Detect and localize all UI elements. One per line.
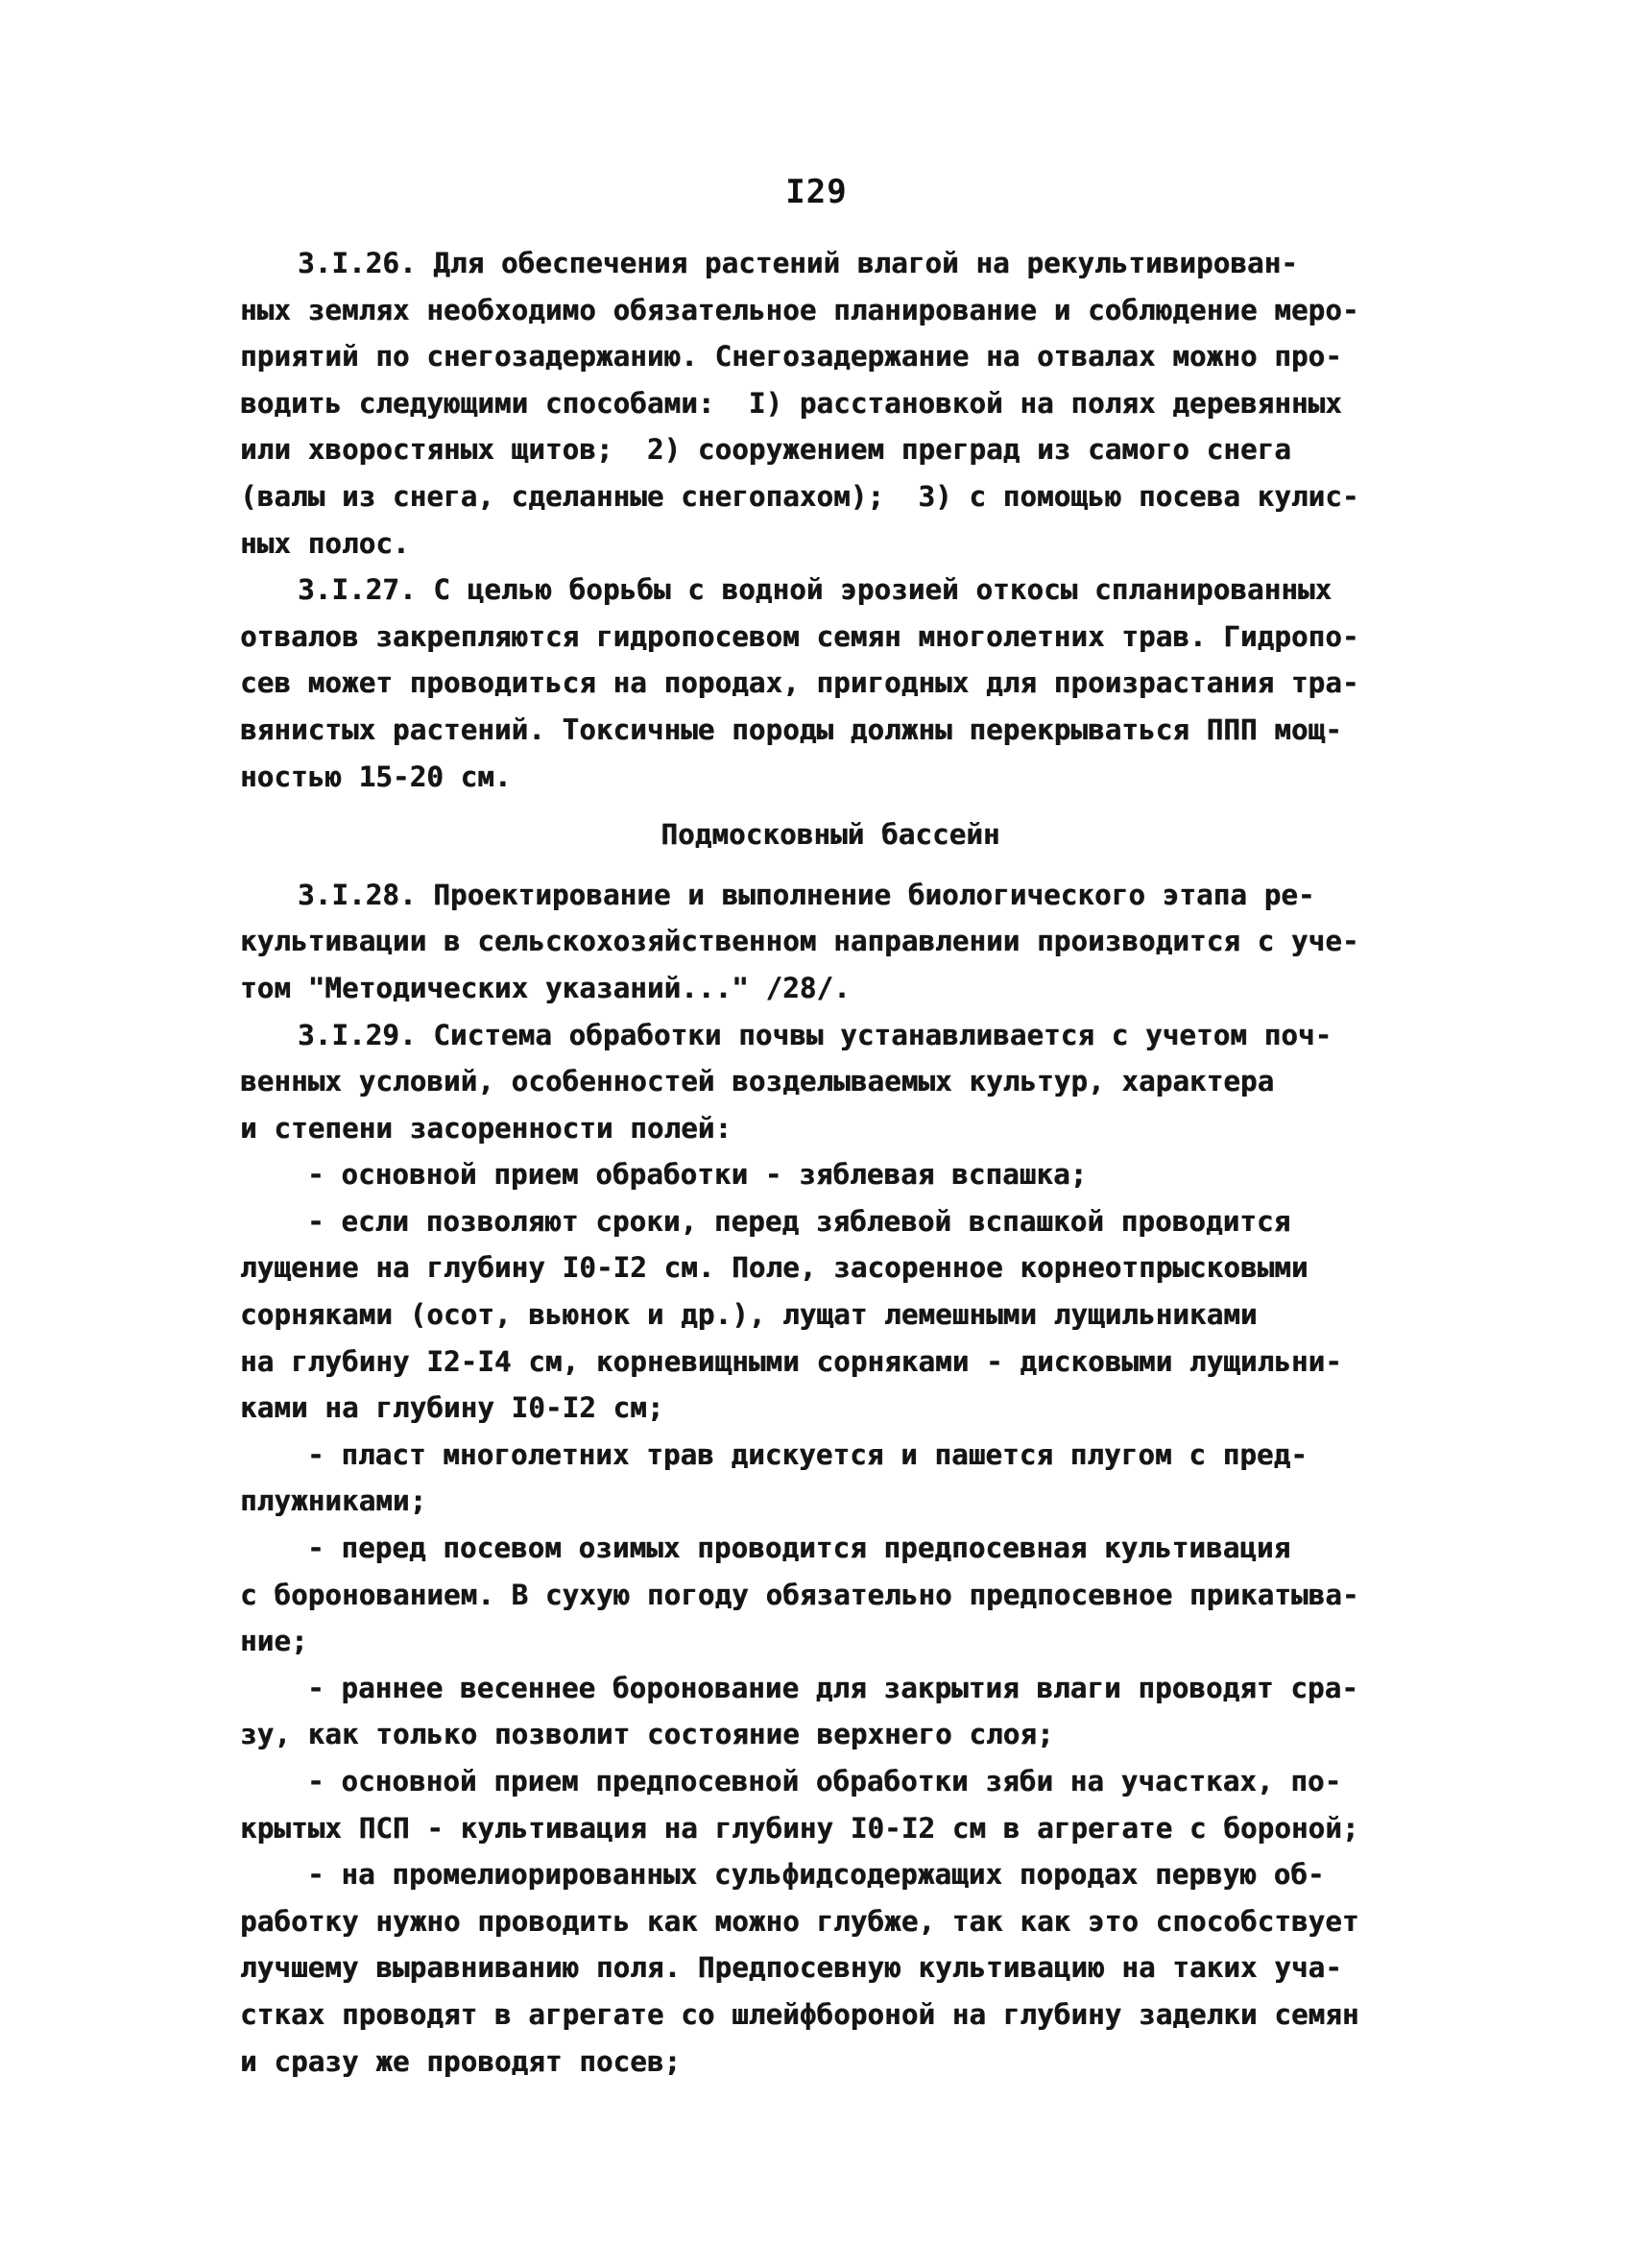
text-line: венных условий, особенностей возделываемых культур, характера bbox=[240, 1065, 1275, 1098]
text-line: лущение на глубину I0-I2 см. Поле, засоренное корнеотпрысковыми bbox=[240, 1251, 1309, 1285]
text-line: вянистых растений. Токсичные породы должны перекрываться ППП мощ- bbox=[240, 712, 1342, 746]
text-line: культивации в сельскохозяйственном направлении производится с уче- bbox=[240, 925, 1359, 958]
text-line: на глубину I2-I4 см, корневищными сорняками - дисковыми лущильни- bbox=[240, 1344, 1342, 1378]
text-line: и степени засоренности полей: bbox=[240, 1111, 732, 1145]
list-item bbox=[240, 1525, 1421, 1665]
text-line: лучшему выравниванию поля. Предпосевную культивацию на таких уча- bbox=[240, 1951, 1342, 1985]
text-line: сорняками (осот, вьюнок и др.), лущат лемешными лущильниками bbox=[240, 1298, 1258, 1332]
section-heading: Подмосковный бассейн bbox=[660, 818, 1000, 852]
text-line: отвалов закрепляются гидропосевом семян многолетних трав. Гидропо- bbox=[240, 619, 1359, 653]
list-item bbox=[240, 1198, 1421, 1432]
paragraph-3-1-29 bbox=[240, 1012, 1421, 1152]
text-line: работку нужно проводить как можно глубже, так как это способствует bbox=[240, 1904, 1359, 1938]
text-line: зу, как только позволит состояние верхнего слоя; bbox=[240, 1718, 1054, 1751]
text-line: плужниками; bbox=[240, 1484, 427, 1518]
text-line: - если позволяют сроки, перед зяблевой вспашкой проводится bbox=[307, 1204, 1291, 1238]
list-item bbox=[240, 1151, 1421, 1198]
text-line: ками на глубину I0-I2 см; bbox=[240, 1391, 664, 1425]
text-line: ние; bbox=[240, 1625, 308, 1658]
page-body bbox=[240, 240, 1421, 2085]
paragraph-3-1-28 bbox=[240, 872, 1421, 1012]
text-line: 3.I.28. Проектирование и выполнение биологического этапа ре- bbox=[298, 878, 1315, 911]
paragraph-3-1-27 bbox=[240, 567, 1421, 800]
text-line: или хворостяных щитов; 2) сооружением преград из самого снега bbox=[240, 433, 1291, 467]
text-line: - основной прием обработки - зяблевая вспашка; bbox=[307, 1158, 1088, 1192]
text-line: - основной прием предпосевной обработки зяби на участках, по- bbox=[307, 1765, 1342, 1798]
text-line: и сразу же проводят посев; bbox=[240, 2044, 682, 2078]
text-line: крытых ПСП - культивация на глубину I0-I2 см в агрегате с бороной; bbox=[240, 1811, 1359, 1845]
text-line: 3.I.29. Система обработки почвы устанавливается с учетом поч- bbox=[298, 1018, 1333, 1051]
list-item bbox=[240, 1851, 1421, 2085]
list-item bbox=[240, 1432, 1421, 1525]
text-line: 3.I.26. Для обеспечения растений влагой на рекультивирован- bbox=[298, 247, 1298, 279]
text-line: ных землях необходимо обязательное планирование и соблюдение меро- bbox=[240, 293, 1359, 326]
paragraph-3-1-26 bbox=[240, 240, 1421, 567]
text-line: (валы из снега, сделанные снегопахом); 3) с помощью посева кулис- bbox=[240, 479, 1359, 513]
text-line: ностью 15-20 см. bbox=[240, 760, 512, 793]
text-line: - на промелиорированных сульфидсодержащих породах первую об- bbox=[307, 1858, 1325, 1892]
list-item bbox=[240, 1758, 1421, 1851]
text-line: том "Методических указаний..." /28/. bbox=[240, 971, 851, 1004]
text-line: 3.I.27. С целью борьбы с водной эрозией откосы спланированных bbox=[298, 573, 1333, 607]
page-number: I29 bbox=[785, 173, 848, 211]
text-line: приятий по снегозадержанию. Снегозадержание на отвалах можно про- bbox=[240, 340, 1342, 374]
text-line: сев может проводиться на породах, пригодных для произрастания тра- bbox=[240, 666, 1359, 700]
text-line: с боронованием. В сухую погоду обязательно предпосевное прикатыва- bbox=[240, 1578, 1359, 1611]
text-line: - раннее весеннее боронование для закрытия влаги проводят сра- bbox=[307, 1671, 1358, 1704]
text-line: водить следующими способами: I) расстановкой на полях деревянных bbox=[240, 386, 1342, 420]
text-line: - пласт многолетних трав дискуется и пашется плугом с пред- bbox=[307, 1437, 1308, 1471]
text-line: стках проводят в агрегате со шлейфбороной на глубину заделки семян bbox=[240, 1997, 1359, 2031]
text-line: - перед посевом озимых проводится предпосевная культивация bbox=[307, 1532, 1291, 1565]
text-line: ных полос. bbox=[240, 526, 410, 560]
list-item bbox=[240, 1665, 1421, 1758]
